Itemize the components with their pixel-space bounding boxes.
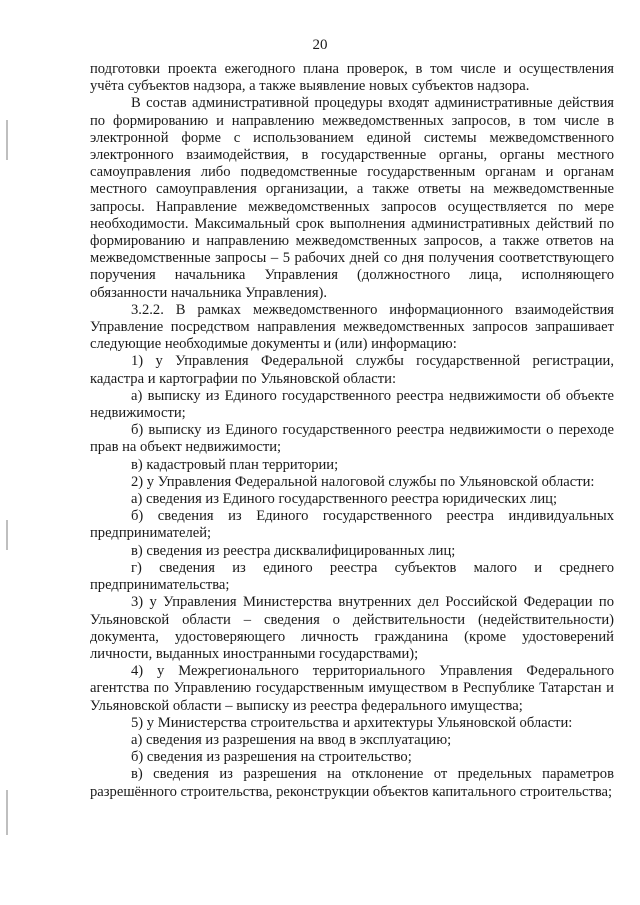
scan-edge-mark [6,790,8,835]
paragraph: 3) у Управления Министерства внутренних дел Российской Федерации по Ульяновской области – сведения о действительности (недействительности) документа, удостоверяющего личность гражданина (кроме удостоверений личности, выданных иностранными государствами); [90,594,614,662]
paragraph: а) выписку из Единого государственного реестра недвижимости об объекте недвижимости; [90,387,614,422]
paragraph: г) сведения из единого реестра субъектов малого и среднего предпринимательства; [90,559,614,594]
paragraph: В состав административной процедуры входят административные действия по формированию и направлению межведомственных запросов, в том числе в электронной форме с использованием единой системы межведомственного электронного взаимодействия, в государственные органы, органы местного самоуправления либо подведомственные государственным органам и органам местного самоуправления организации, а также ответы на межведомственные запросы. Направление межведомственных запросов осуществляется по мере необходимости. Максимальный срок выполнения административных действий по формированию и направлению межведомственных запросов, а также ответов на межведомственные запросы – 5 рабочих дней со дня получения соответствующего поручения начальника Управления (должностного лица, исполняющего обязанности начальника Управления). [90,95,614,301]
paragraph: 3.2.2. В рамках межведомственного информационного взаимодействия Управление посредством направления межведомственных запросов запрашивает следующие необходимые документы и (или) информацию: [90,301,614,353]
paragraph: б) сведения из Единого государственного реестра индивидуальных предпринимателей; [90,508,614,542]
paragraph: 2) у Управления Федеральной налоговой службы по Ульяновской области: [131,473,595,490]
paragraph: подготовки проекта ежегодного плана проверок, в том числе и осуществления учёта субъектов надзора, а также выявление новых субъектов надзора. [90,61,614,95]
paragraph: в) сведения из реестра дисквалифицированных лиц; [131,542,456,559]
paragraph: 4) у Межрегионального территориального Управления Федерального агентства по Управлению государственным имуществом в Республике Татарстан и Ульяновской области – выписку из реестра федерального имущества; [90,663,614,714]
scan-edge-mark [6,120,8,160]
paragraph: 1) у Управления Федеральной службы государственной регистрации, кадастра и картографии по Ульяновской области: [90,353,614,387]
paragraph: а) сведения из Единого государственного реестра юридических лиц; [131,491,558,508]
paragraph: в) сведения из разрешения на отклонение от предельных параметров разрешённого строительства, реконструкции объектов капитального строительства; [90,766,614,800]
paragraph: а) сведения из разрешения на ввод в эксплуатацию; [131,731,452,748]
scan-edge-mark [6,520,8,550]
paragraph: в) кадастровый план территории; [131,456,339,473]
paragraph: б) выписку из Единого государственного реестра недвижимости о переходе прав на объект недвижимости; [90,422,614,456]
page-number: 20 [312,37,328,53]
paragraph: б) сведения из разрешения на строительство; [131,749,412,766]
document-body [90,61,614,801]
paragraph: 5) у Министерства строительства и архитектуры Ульяновской области: [131,714,573,731]
